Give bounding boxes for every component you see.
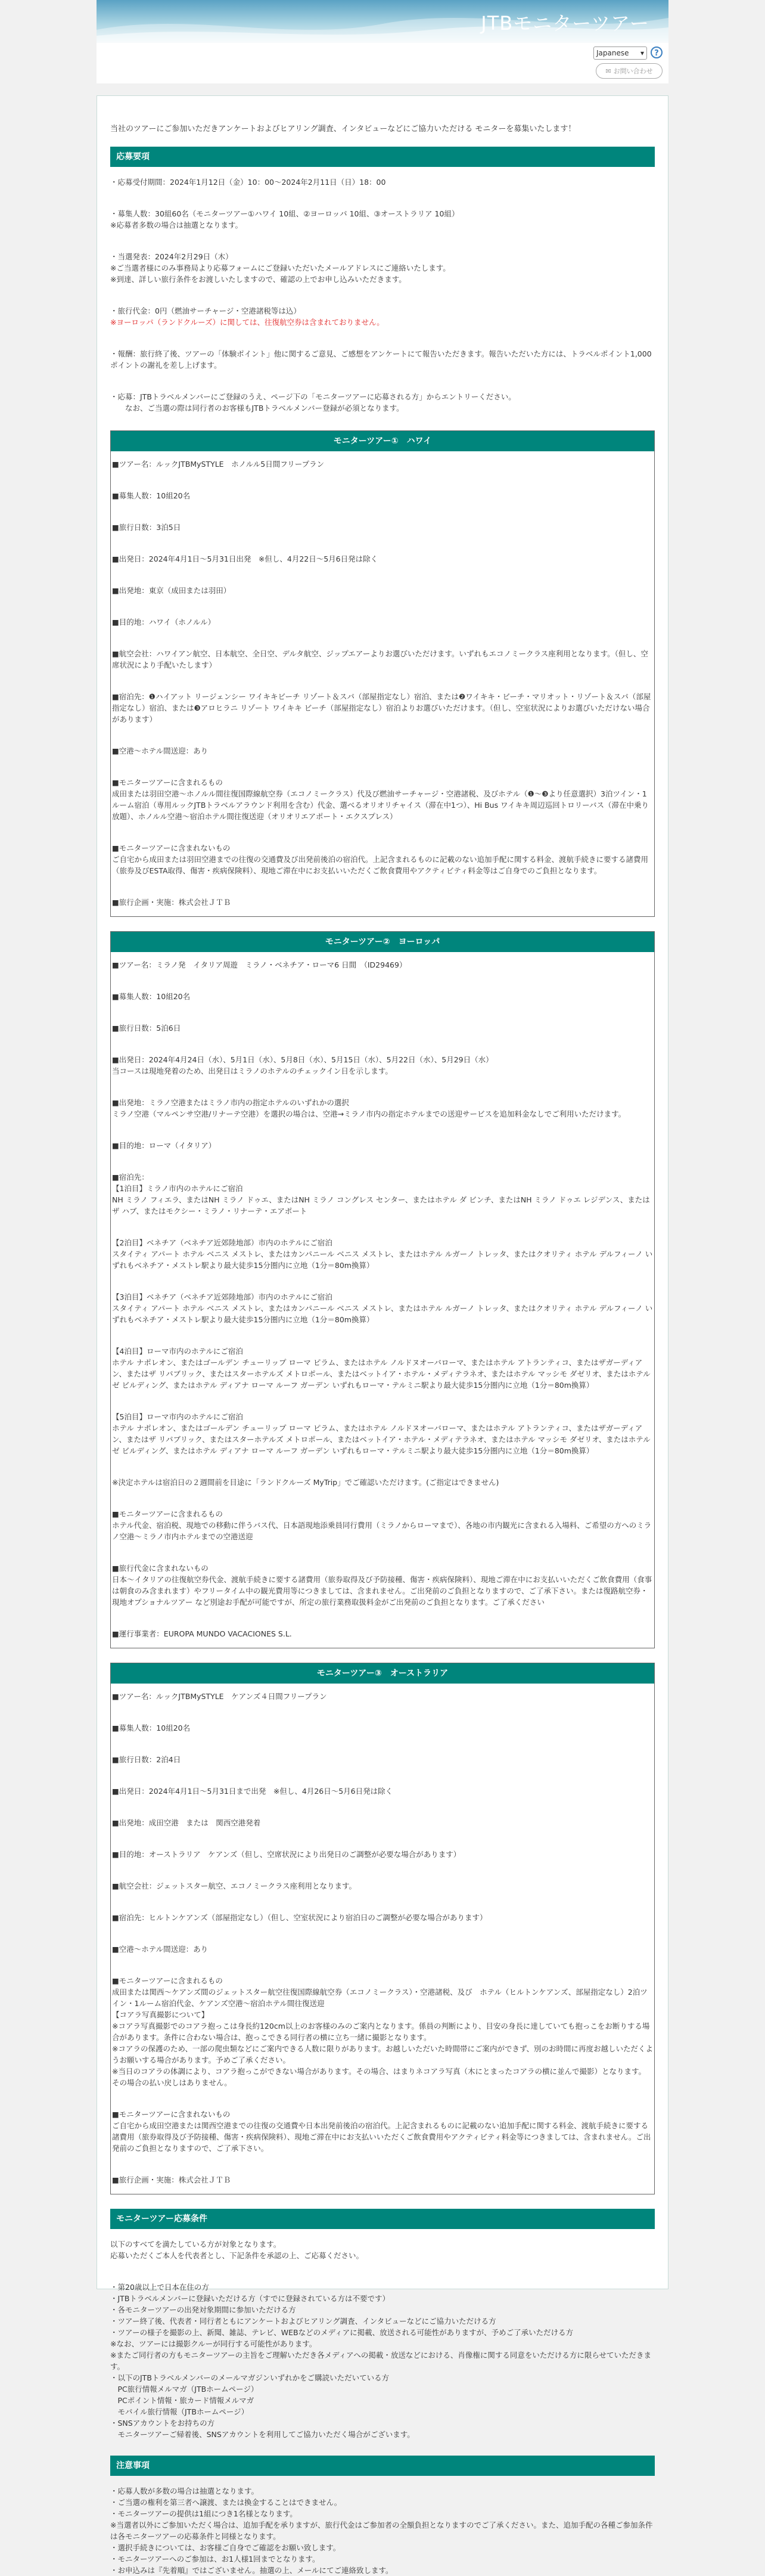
tour-detail-line	[112, 1805, 653, 1809]
tour-detail-line	[112, 1041, 653, 1046]
tour-detail-line: 【1泊目】ミラノ市内のホテルにご宿泊	[112, 1184, 243, 1193]
condition-line: ・ツアーの様子を撮影の上、新聞、雑誌、テレビ、WEBなどのメディアに掲載、放送される可能性がありますが、予めご了承いただける方	[110, 2328, 574, 2337]
tour-box	[110, 430, 655, 917]
tour-detail-line: ■募集人数：10組20名	[112, 491, 191, 500]
tour-detail-line: ご自宅から成田または羽田空港までの往復の交通費及び出発前後泊の宿泊代。上記含まれるものに記載のない追加手配に関する料金、渡航手続きに要する諸費用（旅券及びESTA取得、傷害・疾病保険料）、現地ご滞在中にお支払いいただくご飲食費用やアクティビティ料金等はご自身でのご負担となります。	[112, 855, 649, 875]
tour-detail-line: 【3泊目】ベネチア（ベネチア近郊陸地部）市内のホテルにご宿泊	[112, 1292, 332, 1301]
tour-detail-line	[112, 1225, 653, 1229]
tour-detail-line: ■モニターツアーに含まれるもの	[112, 778, 223, 787]
tour-detail-line: 当コースは現地発着のため、出発日はミラノのホテルのチェックイン日を示します。	[112, 1067, 393, 1075]
tour-detail-line	[112, 678, 653, 683]
application-line: ・応募受付期間：2024年1月12日（金）10：00〜2024年2月11日（日）18：00	[110, 178, 386, 187]
application-section	[110, 176, 655, 414]
conditions-section	[110, 2239, 655, 2440]
tour-detail-line: ■旅行代金に含まれないもの	[112, 1564, 209, 1573]
application-line: ※ご当選者様にのみ事務局より応募フォームにご登録いただいたメールアドレスにご連絡いたします。	[110, 264, 450, 272]
tour-detail-line	[112, 509, 653, 514]
tour-detail-line: ■旅行企画・実施：株式会社ＪＴＢ	[112, 2175, 231, 2184]
tour-detail-line: ■モニターツアーに含まれないもの	[112, 2110, 231, 2119]
tour-detail-line: ■モニターツアーに含まれるもの	[112, 1509, 223, 1518]
tour-detail-line: ■モニターツアーに含まれないもの	[112, 844, 231, 853]
tour-detail-line	[112, 1159, 653, 1164]
tour-detail-line	[112, 733, 653, 737]
tour-detail-line	[112, 1550, 653, 1555]
notes-heading: 注意事項	[110, 2456, 655, 2476]
tour-detail-line: 成田または関西〜ケアンズ間のジェットスター航空往復国際線航空券（エコノミークラス）・空港諸税、及び ホテル（ヒルトンケアンズ、部屋指定なし）2泊ツイン・1ルーム宿泊代金、ケアンズ空港〜宿泊ホテル間往復送迎	[112, 1988, 648, 2008]
tour-detail-line: スタイティ アパート ホテル ベニス メストレ、またはカンパニール ベニス メストレ、またはホテル ルガーノ トレッタ、またはクオリティ ホテル デルフィーノ いずれもベネチア・メストレ駅より最大徒歩15分圏内に立地（1分＝80m換算）	[112, 1250, 653, 1270]
application-line	[110, 336, 655, 340]
tour-detail-line: ■出発日：2024年4月24日（水）、5月1日（水）、5月8日（水）、5月15日（水）、5月22日（水）、5月29日（水）	[112, 1055, 493, 1064]
condition-line: ※またご同行者の方もモニターツアーの主旨をご理解いただき各メディアへの掲載・放送などにおける、肖像権に関する同意をいただける方に限らせていただきます。	[110, 2351, 651, 2371]
tour-detail-line	[112, 830, 653, 835]
tour-detail-line	[112, 1127, 653, 1132]
language-select[interactable]	[593, 47, 647, 60]
tour-detail-line: ミラノ空港（マルペンサ空港/リナーテ空港）を選択の場合は、空港→ミラノ市内の指定ホテルまでの送迎サービスを追加料金なしでご利用いただけます。	[112, 1109, 626, 1118]
mail-icon: ✉	[605, 67, 611, 75]
tour-detail-line	[112, 1084, 653, 1089]
condition-line: 応募いただくご本人を代表者とし、下記条件を承認の上、ご応募ください。	[110, 2251, 364, 2260]
tour-box	[110, 931, 655, 1648]
notes-section	[110, 2485, 655, 2576]
note-line: ・モニターツアーの提供は1組につき1名様となります。	[110, 2509, 297, 2518]
application-line: ・募集人数：30組60名（モニターツアー①ハワイ 10組、②ヨーロッパ 10組、③オーストラリア 10組）	[110, 209, 459, 218]
chevron-down-icon: ▾	[640, 49, 644, 57]
tour-detail-line	[112, 978, 653, 983]
condition-line: PCポイント情報・旅カード情報メルマガ	[110, 2396, 254, 2405]
tour-heading: モニターツアー③ オーストラリア	[111, 1663, 654, 1684]
tour-detail-line: ■出発地：成田空港 または 関西空港発着	[112, 1818, 261, 1827]
tour-detail-line: ■目的地：ハワイ（ホノルル）	[112, 618, 216, 627]
tour-detail-line: ホテル代金、宿泊税、現地での移動に伴うバス代、日本語現地添乗員同行費用（ミラノからローマまで）、各地の市内観光に含まれる入場料、ご希望の方へのミラノ空港〜ミラノ市内ホテルまでの空港送迎	[112, 1521, 652, 1541]
tour-detail-line: ■出発地：ミラノ空港またはミラノ市内の指定ホテルのいずれかの選択	[112, 1098, 349, 1107]
tour-detail-line: ■旅行日数：5泊6日	[112, 1024, 181, 1033]
condition-line: PC旅行情報メルマガ（JTBホームページ）	[110, 2385, 259, 2394]
application-line: ・当選発表：2024年2月29日（木）	[110, 252, 233, 261]
tour-detail-line	[112, 1464, 653, 1469]
tour-detail-line: ■宿泊先：❶ハイアット リージェンシー ワイキキビーチ リゾート＆スパ（部屋指定なし）宿泊、または❷ワイキキ・ビーチ・マリオット・リゾート＆スパ（部屋指定なし）宿泊、または❸アロヒラニ リゾート ワイキキ ビーチ（部屋指定なし）宿泊よりお選びいただけます。（但し、空室状況によりお選びいただけない場合があります）	[112, 692, 651, 724]
tour-detail-line: 日本〜イタリアの往復航空券代金、渡航手続きに要する諸費用（旅券取得及び予防接種、傷害・疾病保険料）、現地ご滞在中にお支払いいただくご飲食費用（食事は朝食のみ含まれます）やフリータイム中の観光費用等につきましては、含まれません。ご出発前のご負担となりますので、ご了承下さい。または復路航空券・現地オプショナルツアー など別途お手配が可能ですが、所定の旅行業務取扱料金がご出発前のご負担となります。ご了承ください	[112, 1575, 652, 1607]
tour-detail-line: スタイティ アパート ホテル ベニス メストレ、またはカンパニール ベニス メストレ、またはホテル ルガーノ トレッタ、またはクオリティ ホテル デルフィーノ いずれもベネチア・メストレ駅より最大徒歩15分圏内に立地（1分＝80m換算）	[112, 1304, 653, 1324]
tour-detail-line: 成田または羽田空港〜ホノルル間往復国際線航空券（エコノミークラス）代及び燃油サーチャージ・空港諸税、及びホテル（❶〜❸より任意選択）3泊ツイン・1ルーム宿泊（専用ルックJTBトラベルアラウンド利用を含む）代金、選べるオリオリチャイス（滞在中1つ）、Hi Bus ワイキキ周辺巡回トロリーバス（滞在中乗り放題）、ホノルル空港〜宿泊ホテル間往復送迎（オリオリエアポート・エクスプレス）	[112, 789, 649, 821]
tour-detail-line: 【コアラ写真撮影について】	[112, 2010, 209, 2019]
tour-detail-line: ■ツアー名：ルックJTBMySTYLE ケアンズ４日間フリープラン	[112, 1692, 327, 1701]
tour-detail-line: ※当日のコアラの体調により、コアラ抱っこができない場合があります。その場合、はまりネコアラ写真（木にとまったコアラの横に並んで撮影）となります。その場合の払い戻しはありません。	[112, 2067, 646, 2087]
conditions-heading: モニターツアー応募条件	[110, 2209, 655, 2229]
condition-line: ・JTBトラベルメンバーに登録いただける方（すでに登録されている方は不要です）	[110, 2294, 390, 2303]
tour-detail-line	[112, 1399, 653, 1403]
tour-heading: モニターツアー② ヨーロッパ	[111, 932, 654, 952]
tour-detail-line	[112, 1836, 653, 1841]
tour-detail-line: ■モニターツアーに含まれるもの	[112, 1976, 223, 1985]
tour-body	[111, 1684, 654, 2194]
tour-detail-line: ■旅行日数：2泊4日	[112, 1755, 181, 1764]
tour-detail-line	[112, 572, 653, 577]
tour-body	[111, 952, 654, 1648]
note-line: ・お申込みは『先着順』ではございません。抽選の上、メールにてご連絡致します。	[110, 2566, 393, 2575]
application-line: ・応募：JTBトラベルメンバーにご登録のうえ、ページ下の「モニターツアーに応募される方」からエントリーください。	[110, 392, 516, 401]
tour-detail-line	[112, 478, 653, 482]
application-line: ・報酬：旅行終了後、ツアーの「体験ポイント」他に関するご意見、ご感想をアンケートにて報告いただきます。報告いただいた方には、トラベルポイント1,000ポイントの謝礼を差し上げます。	[110, 349, 652, 370]
tour-detail-line: ■航空会社：ジェットスター航空、エコノミークラス座利用となります。	[112, 1881, 357, 1890]
tour-detail-line: ■ツアー名：ミラノ発 イタリア周遊 ミラノ・ベネチア・ローマ6 日間 （ID29469）	[112, 960, 407, 969]
tour-detail-line: ■空港〜ホテル間送迎：あり	[112, 1945, 209, 1954]
tour-detail-line: ■旅行日数：3泊5日	[112, 523, 181, 532]
note-line: ※当選者以外にご参加いただく場合は、追加手配を承りますが、旅行代金はご参加者の全額負担となりますのでご了承ください。また、追加手配の各種ご参加条件は各モニターツアーの応募条件と同様となります。	[110, 2521, 653, 2541]
condition-line: モバイル旅行情報（JTBホームページ）	[110, 2407, 249, 2416]
contact-button[interactable]	[596, 63, 663, 79]
intro-text: 当社のツアーにご参加いただきアンケートおよびヒアリング調査、インタビューなどにご協力いただける モニターを募集いたします！	[110, 125, 576, 134]
condition-line: ・各モニターツアーの出発対象期間に参加いただける方	[110, 2305, 296, 2314]
tour-detail-line	[112, 1496, 653, 1501]
tour-detail-line	[112, 1868, 653, 1873]
tour-detail-line	[112, 1616, 653, 1620]
top-bar	[97, 43, 668, 83]
tour-detail-line	[112, 1333, 653, 1338]
tour-detail-line: ■空港〜ホテル間送迎：あり	[112, 746, 209, 755]
tour-detail-line: ■募集人数：10組20名	[112, 992, 191, 1001]
tour-detail-line	[112, 1710, 653, 1715]
tour-detail-line: ■出発地：東京（成田または羽田）	[112, 586, 231, 595]
language-select-value: Japanese	[596, 49, 629, 57]
tour-detail-line	[112, 2096, 653, 2101]
tour-detail-line: 【5泊目】ローマ市内のホテルにご宿泊	[112, 1412, 243, 1421]
tour-detail-line	[112, 1963, 653, 1967]
note-line: ・選択手続きについては、お客様ご自身でご確認をお願い致します。	[110, 2543, 341, 2552]
tour-heading: モニターツアー① ハワイ	[111, 431, 654, 451]
tour-detail-line: ■募集人数：10組20名	[112, 1723, 191, 1732]
condition-line: ※なお、ツアーには撮影クルーが同行する可能性があります。	[110, 2339, 317, 2348]
tour-detail-line	[112, 1279, 653, 1284]
tour-detail-line: ホテル ナポレオン、またはゴールデン チューリップ ローマ ピラム、またはホテル ノルドヌオーバローマ、またはホテル アトランティコ、またはザガーディアン、またはザ リパブリック、またはスターホテルズ メトロポール、またはベットイア・ホテル・メディテラネオ、またはホテル マッシモ ダゼリオ、またはホテル ゼ ビルディング、またはホテル ディアナ ローマ ルーフ ガーデン いずれもローマ・テルミニ駅より最大徒歩15分圏内に立地（1分＝80m換算）	[112, 1424, 651, 1455]
tour-detail-line	[112, 1773, 653, 1778]
condition-line: 以下のすべてを満たしている方が対象となります。	[110, 2240, 281, 2249]
tour-detail-line: ホテル ナポレオン、またはゴールデン チューリップ ローマ ピラム、またはホテル ノルドヌオーバローマ、またはホテル アトランティコ、またはザガーディアン、またはザ リパブリック、またはスターホテルズ メトロポール、またはベットイア・ホテル・メディテラネオ、またはホテル マッシモ ダゼリオ、またはホテル ゼ ビルディング、またはホテル ディアナ ローマ ルーフ ガーデン いずれもローマ・テルミニ駅より最大徒歩15分圏内に立地（1分＝80m換算）	[112, 1358, 651, 1390]
tour-detail-line: ■目的地：ローマ（イタリア）	[112, 1141, 216, 1150]
tour-detail-line: 【4泊目】ローマ市内のホテルにご宿泊	[112, 1347, 243, 1356]
tour-box	[110, 1663, 655, 2194]
tour-detail-line	[112, 764, 653, 769]
tour-detail-line	[112, 884, 653, 889]
tour-body	[111, 451, 654, 916]
application-line	[110, 238, 655, 243]
tour-detail-line	[112, 604, 653, 609]
tour-detail-line	[112, 1931, 653, 1936]
site-title: JTBモニターツアー	[481, 12, 649, 35]
application-line	[110, 196, 655, 200]
tour-detail-line: 【2泊目】ベネチア（ベネチア近郊陸地部）市内のホテルにご宿泊	[112, 1238, 332, 1247]
note-line: ・モニターツアーへのご参加は、お1人様1回までとなります。	[110, 2555, 320, 2563]
note-line: ・ご当選の権利を第三者へ譲渡、または換金することはできません。	[110, 2498, 342, 2507]
tour-detail-line	[112, 1741, 653, 1746]
tour-detail-line: ご自宅から成田空港または関西空港までの往復の交通費や日本出発前後泊の宿泊代。上記含まれるものに記載のない追加手配に関する料金、渡航手続きに要する諸費用（旅券取得及び予防接種、傷害・疾病保険料）、現地ご滞在中にお支払いいただくご飲食費用やアクティビティ料金等につきましては、含まれません。ご出発前のご負担となりますので、ご了承下さい。	[112, 2121, 651, 2153]
tour-detail-line: ※決定ホテルは宿泊日の２週間前を目途に「ランドクルーズ MyTrip」でご確認いただけます。(ご指定はできません)	[112, 1478, 499, 1487]
help-icon[interactable]: ?	[651, 47, 663, 58]
condition-line: ・以下のJTBトラベルメンバーのメールマガジンいずれかをご購読いただいている方	[110, 2373, 390, 2382]
condition-line: ・SNSアカウントをお持ちの方	[110, 2419, 215, 2428]
tour-detail-line: ■宿泊先：	[112, 1173, 149, 1182]
condition-line: ・第20歳以上で日本在住の方	[110, 2283, 209, 2292]
tour-detail-line: ■運行事業者：EUROPA MUNDO VACACIONES S.L.	[112, 1629, 292, 1638]
tour-detail-line	[112, 1899, 653, 1904]
tour-detail-line: ■目的地：オーストラリア ケアンズ（但し、空席状況により出発日のご調整が必要な場合があります）	[112, 1850, 461, 1859]
tour-detail-line	[112, 2162, 653, 2166]
tour-detail-line	[112, 636, 653, 640]
condition-line: ・ツアー終了後、代表者・同行者ともにアンケートおよびヒアリング調査、インタビューなどにご協力いただける方	[110, 2317, 496, 2326]
tour-detail-line: ■出発日：2024年4月1日〜5月31日出発 ※但し、4月22日〜5月6日発は除く	[112, 554, 378, 563]
application-heading: 応募要項	[110, 147, 655, 167]
tour-detail-line: ■航空会社：ハワイアン航空、日本航空、全日空、デルタ航空、ジップエアーよりお選びいただけます。いずれもエコノミークラス座利用となります。（但し、空席状況により手配いたします）	[112, 649, 648, 669]
tour-detail-line	[112, 541, 653, 545]
tour-detail-line	[112, 1010, 653, 1015]
application-line: ・旅行代金：0円（燃油サーチャージ・空港諸税等は込）	[110, 306, 301, 315]
tour-detail-line: ※コアラ写真撮影でのコアラ抱っこは身長約120cm以上のお客様のみのご案内となります。係員の判断により、目安の身長に達していても抱っこをお断りする場合があります。条件に合わない場合は、抱っこできる同行者の横に立ち一緒に撮影となります。	[112, 2022, 650, 2042]
application-line: ※応募者多数の場合は抽選となります。	[110, 221, 242, 230]
condition-line	[110, 2269, 655, 2274]
note-line: ・応募人数が多数の場合は抽選となります。	[110, 2487, 259, 2496]
tour-detail-line: ■ツアー名：ルックJTBMySTYLE ホノルル5日間フリープラン	[112, 460, 325, 469]
condition-line: モニターツアーご帰着後、SNSアカウントを利用してご協力いただく場合がございます。	[110, 2430, 415, 2439]
tour-detail-line: ■出発日：2024年4月1日〜5月31日まで出発 ※但し、4月26日〜5月6日発は除く	[112, 1787, 393, 1796]
tour-detail-line: ■旅行企画・実施：株式会社ＪＴＢ	[112, 898, 231, 907]
header-banner	[97, 0, 668, 43]
application-line	[110, 293, 655, 297]
application-line: なお、ご当選の際は同行者のお客様もJTBトラベルメンバー登録が必須となります。	[110, 404, 404, 413]
application-line	[110, 379, 655, 383]
tour-detail-line: NH ミラノ フィエラ、またはNH ミラノ ドゥエ、またはNH ミラノ コングレス センター、またはホテル ダ ビンチ、またはNH ミラノ ドゥエ レジデンス、またはザ ハブ、またはモクシー・ミラノ・リナーテ・エアポート	[112, 1195, 650, 1216]
application-line: ※到達、詳しい旅行条件をお渡しいたしますので、確認の上でお申し込みいただきます。	[110, 275, 406, 284]
tour-detail-line: ■宿泊先：ヒルトンケアンズ（部屋指定なし）（但し、空室状況により宿泊日のご調整が必要な場合があります）	[112, 1913, 487, 1922]
main-content	[97, 95, 668, 2575]
tour-detail-line: ※コアラの保護のため、一部の爬虫類などにご案内できる人数に限りがあります。お越しいただいた時間帯にご案内ができず、別のお時間に再度お越しいただくようお願いする場合があります。予めご了承ください。	[112, 2044, 653, 2064]
contact-button-label: お問い合わせ	[613, 67, 653, 75]
application-warning: ※ヨーロッパ（ランドクルーズ）に関しては、往復航空券は含まれておりません。	[110, 318, 384, 327]
